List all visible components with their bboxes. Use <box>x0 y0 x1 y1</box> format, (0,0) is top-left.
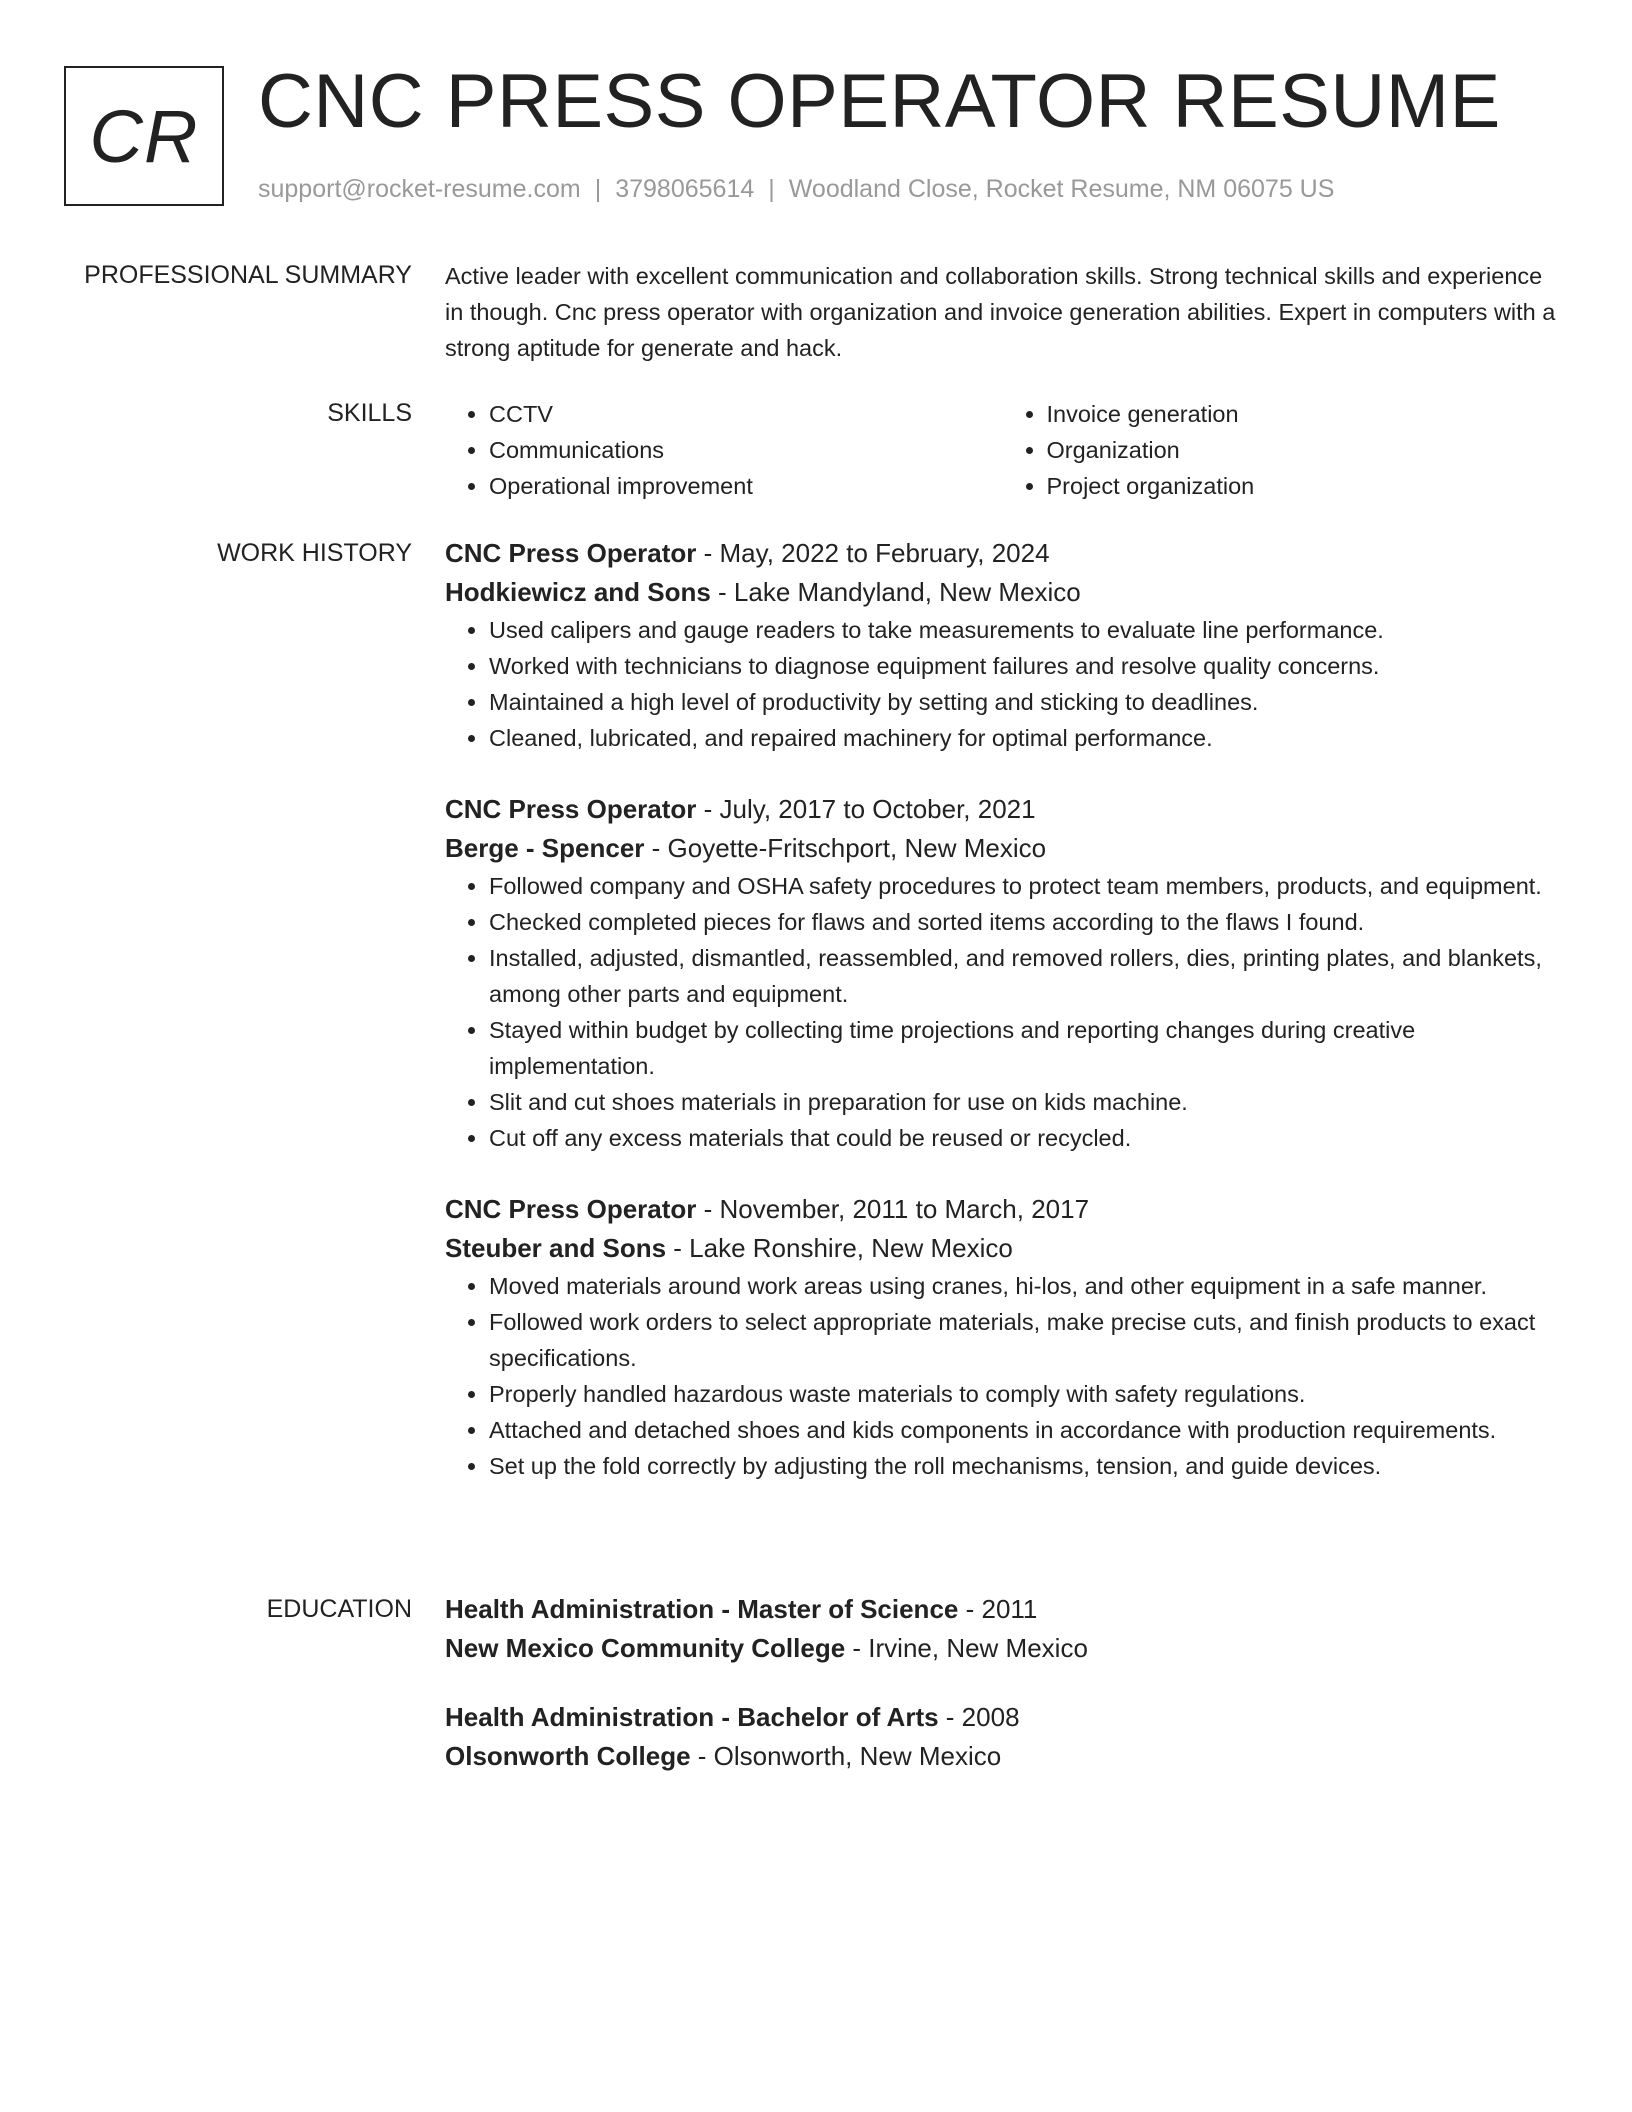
education-degree: Health Administration - Bachelor of Arts <box>445 1702 939 1732</box>
monogram-logo: CR <box>64 66 224 206</box>
skills-list-left <box>445 396 1003 504</box>
skill-item: • Project organization <box>1047 468 1561 504</box>
education-location: - Irvine, New Mexico <box>845 1633 1088 1663</box>
skills-grid <box>445 396 1560 504</box>
education-school-line <box>445 1629 1560 1668</box>
education-location: - Olsonworth, New Mexico <box>690 1741 1002 1771</box>
job-entry <box>445 1190 1560 1484</box>
job-duty: • Maintained a high level of productivity by setting and sticking to deadlines. <box>489 684 1560 720</box>
education-entry <box>445 1698 1560 1776</box>
contact-phone: 3798065614 <box>615 175 755 203</box>
job-company-line <box>445 1229 1560 1268</box>
education-school: Olsonworth College <box>445 1741 691 1771</box>
work-history-section <box>445 534 1560 1518</box>
job-title: CNC Press Operator <box>445 794 697 824</box>
skills-label: SKILLS <box>327 399 412 427</box>
job-duties <box>445 1268 1560 1484</box>
skill-item: • CCTV <box>489 396 1003 432</box>
education-year: - 2011 <box>958 1594 1038 1624</box>
skill-item: • Communications <box>489 432 1003 468</box>
contact-line <box>258 174 1334 204</box>
contact-separator: | <box>594 175 602 203</box>
skills-list-right <box>1003 396 1561 504</box>
job-title-line <box>445 534 1560 573</box>
summary-label: PROFESSIONAL SUMMARY <box>84 261 412 289</box>
job-entry <box>445 790 1560 1156</box>
job-company: Steuber and Sons <box>445 1233 667 1263</box>
resume-title: CNC PRESS OPERATOR RESUME <box>258 59 1501 144</box>
job-company: Berge - Spencer <box>445 833 645 863</box>
education-school-line <box>445 1737 1560 1776</box>
job-dates: - November, 2011 to March, 2017 <box>696 1194 1090 1224</box>
job-duty: • Properly handled hazardous waste materials to comply with safety regulations. <box>489 1376 1560 1412</box>
skill-item: • Invoice generation <box>1047 396 1561 432</box>
job-duty: • Moved materials around work areas using cranes, hi-los, and other equipment in a safe manner. <box>489 1268 1560 1304</box>
education-degree-line <box>445 1590 1560 1629</box>
job-company-line <box>445 573 1560 612</box>
job-location: - Goyette-Fritschport, New Mexico <box>644 833 1047 863</box>
job-title: CNC Press Operator <box>445 1194 697 1224</box>
job-duty: • Used calipers and gauge readers to take measurements to evaluate line performance. <box>489 612 1560 648</box>
skill-item: • Organization <box>1047 432 1561 468</box>
job-location: - Lake Ronshire, New Mexico <box>666 1233 1013 1263</box>
job-dates: - July, 2017 to October, 2021 <box>696 794 1036 824</box>
job-duty: • Worked with technicians to diagnose equipment failures and resolve quality concerns. <box>489 648 1560 684</box>
job-duties <box>445 868 1560 1156</box>
job-title-line <box>445 790 1560 829</box>
job-duty: • Cut off any excess materials that could be reused or recycled. <box>489 1120 1560 1156</box>
contact-separator: | <box>768 175 775 203</box>
education-entry <box>445 1590 1560 1668</box>
job-location: - Lake Mandyland, New Mexico <box>710 577 1081 607</box>
job-duty: • Stayed within budget by collecting time projections and reporting changes during creative implementation. <box>489 1012 1560 1084</box>
job-duty: • Attached and detached shoes and kids components in accordance with production requirements. <box>489 1412 1560 1448</box>
education-degree: Health Administration - Master of Science <box>445 1594 959 1624</box>
job-company: Hodkiewicz and Sons <box>445 577 711 607</box>
education-label: EDUCATION <box>266 1595 412 1623</box>
education-year: - 2008 <box>938 1702 1020 1732</box>
summary-text: Active leader with excellent communication and collaboration skills. Strong technical skills and experience in though. Cnc press operator with organization and invoice generation abilities. Expert in computers with a strong aptitude for generate and hack. <box>445 263 1556 361</box>
skill-item: • Operational improvement <box>489 468 1003 504</box>
job-duties <box>445 612 1560 756</box>
job-duty: • Set up the fold correctly by adjusting the roll mechanisms, tension, and guide devices. <box>489 1448 1560 1484</box>
education-degree-line <box>445 1698 1560 1737</box>
contact-address: Woodland Close, Rocket Resume, NM 06075 US <box>788 175 1335 203</box>
job-company-line <box>445 829 1560 868</box>
job-duty: • Cleaned, lubricated, and repaired machinery for optimal performance. <box>489 720 1560 756</box>
work-history-label: WORK HISTORY <box>217 539 412 567</box>
job-duty: • Checked completed pieces for flaws and sorted items according to the flaws I found. <box>489 904 1560 940</box>
summary-section <box>445 258 1560 366</box>
contact-email: support@rocket-resume.com <box>258 175 581 203</box>
education-section <box>445 1590 1560 1806</box>
job-title: CNC Press Operator <box>445 538 697 568</box>
job-entry <box>445 534 1560 756</box>
job-duty: • Slit and cut shoes materials in preparation for use on kids machine. <box>489 1084 1560 1120</box>
job-duty: • Followed company and OSHA safety procedures to protect team members, products, and equipment. <box>489 868 1560 904</box>
education-school: New Mexico Community College <box>445 1633 846 1663</box>
skills-section <box>445 396 1560 504</box>
job-title-line <box>445 1190 1560 1229</box>
job-duty: • Followed work orders to select appropriate materials, make precise cuts, and finish products to exact specifications. <box>489 1304 1560 1376</box>
job-duty: • Installed, adjusted, dismantled, reassembled, and removed rollers, dies, printing plates, and blankets, among other parts and equipment. <box>489 940 1560 1012</box>
job-dates: - May, 2022 to February, 2024 <box>696 538 1050 568</box>
